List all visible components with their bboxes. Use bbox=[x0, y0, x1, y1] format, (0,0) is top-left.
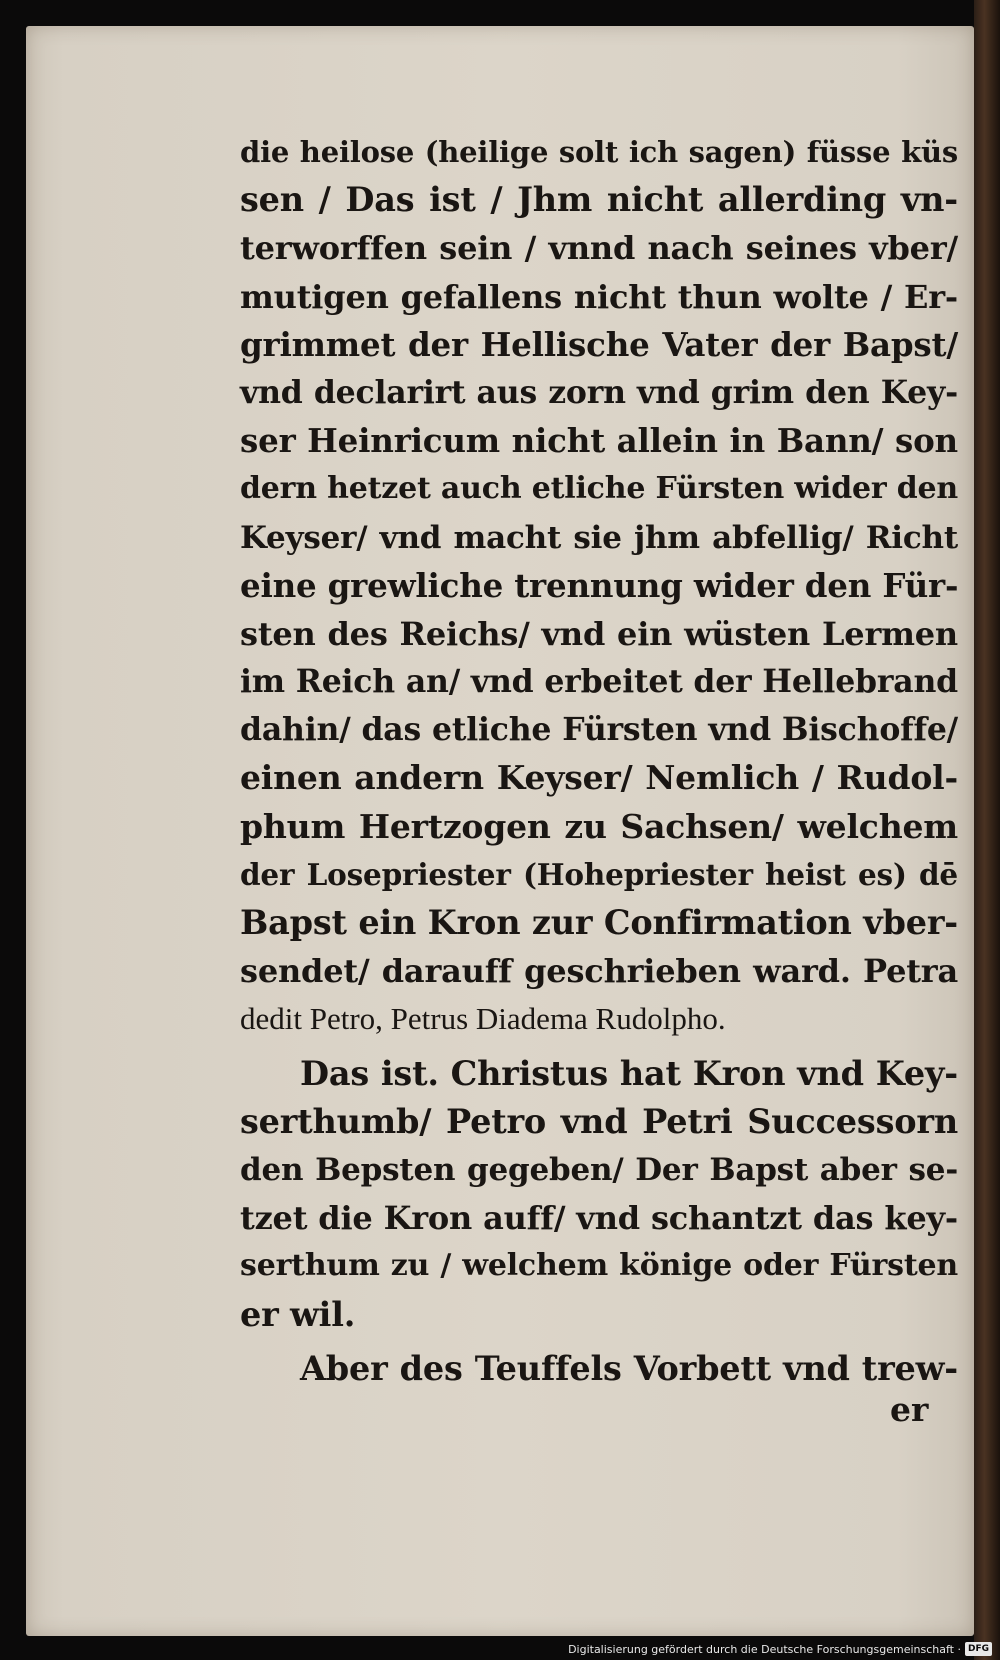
text-line: tzet die Kron auff/ vnd schantzt das key- bbox=[240, 1199, 958, 1238]
text-line: vnd declarirt aus zorn vnd grim den Key- bbox=[240, 373, 958, 411]
text-line: der Losepriester (Hohepriester heist es) dē bbox=[240, 856, 958, 892]
text-line: er wil. bbox=[240, 1294, 356, 1334]
text-line: Keyser/ vnd macht sie jhm abfellig/ Richt bbox=[240, 519, 958, 556]
text-line: serthumb/ Petro vnd Petri Successorn bbox=[240, 1101, 958, 1141]
text-line: grimmet der Hellische Vater der Bapst/ bbox=[240, 324, 958, 364]
text-line: Das ist. Christus hat Kron vnd Key- bbox=[300, 1053, 958, 1093]
page-body-text bbox=[240, 128, 958, 1393]
text-line: Aber des Teuffels Vorbett vnd trew- bbox=[300, 1348, 958, 1388]
text-line: serthum zu / welchem könige oder Fürsten bbox=[240, 1248, 958, 1284]
text-line: phum Hertzogen zu Sachsen/ welchem bbox=[240, 806, 958, 846]
dfg-logo-icon: DFG bbox=[965, 1642, 992, 1656]
text-line: dern hetzet auch etliche Fürsten wider den bbox=[240, 471, 958, 507]
book-edge bbox=[974, 0, 1000, 1660]
catchword: er bbox=[890, 1390, 929, 1429]
text-line: im Reich an/ vnd erbeitet der Hellebrand bbox=[240, 663, 958, 701]
text-line: eine grewliche trennung wider den Für- bbox=[240, 565, 959, 605]
text-line: sen / Das ist / Jhm nicht allerding vn- bbox=[240, 180, 958, 220]
text-line: sendet/ darauff geschrieben ward. Petra bbox=[240, 952, 958, 991]
text-line: sten des Reichs/ vnd ein wüsten Lermen bbox=[240, 614, 958, 653]
text-line: einen andern Keyser/ Nemlich / Rudol- bbox=[240, 758, 958, 798]
text-line: terworffen sein / vnnd nach seines vber/ bbox=[240, 229, 958, 268]
text-line: die heilose (heilige solt ich sagen) füsse küs bbox=[240, 135, 958, 169]
text-line: ser Heinricum nicht allein in Bann/ son bbox=[240, 421, 958, 461]
text-line: den Bepsten gegeben/ Der Bapst aber se- bbox=[240, 1151, 958, 1188]
digitization-footer bbox=[568, 1640, 992, 1658]
text-line: Bapst ein Kron zur Confirmation vber- bbox=[240, 903, 958, 942]
text-line: mutigen gefallens nicht thun wolte / Er- bbox=[240, 277, 958, 316]
text-line: dahin/ das etliche Fürsten vnd Bischoffe/ bbox=[240, 711, 958, 749]
footer-credit-text: Digitalisierung gefördert durch die Deutsche Forschungsgemeinschaft · bbox=[568, 1642, 961, 1656]
latin-text-line: dedit Petro, Petrus Diadema Rudolpho. bbox=[240, 1001, 726, 1037]
